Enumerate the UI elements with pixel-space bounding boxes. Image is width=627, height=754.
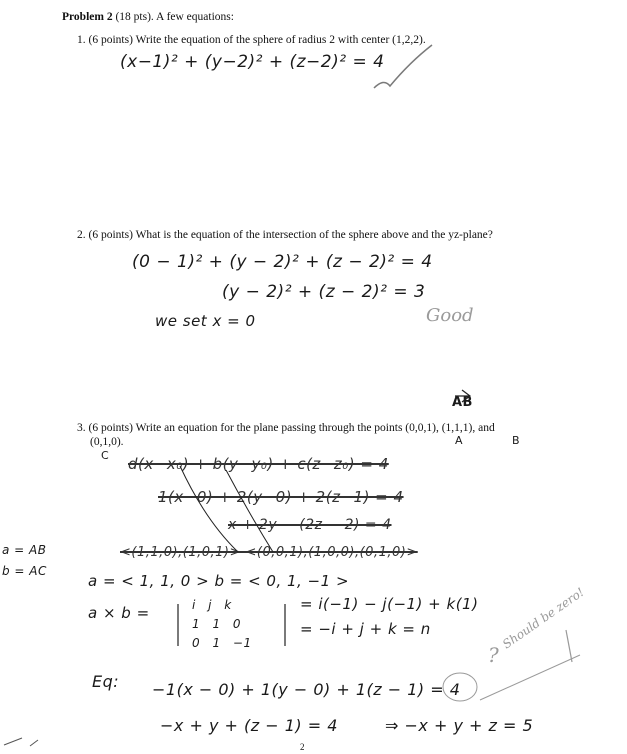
determinant-row-2: 1 1 0	[192, 617, 242, 631]
determinant-bars	[178, 604, 285, 646]
grader-question-mark: ?	[488, 643, 499, 667]
label-b: B	[512, 434, 521, 447]
grader-note-should-be-zero: Should be zero!	[500, 584, 587, 652]
problem-points: (18 pts). A few equations:	[115, 11, 234, 23]
question-1-answer: (x−1)² + (y−2)² + (z−2)² = 4	[120, 52, 385, 72]
footer-mark: 2	[300, 742, 305, 752]
label-c: C	[101, 449, 110, 462]
equation-line-2: −x + y + (z − 1) = 4	[160, 716, 338, 735]
determinant-row-3: 0 1 −1	[192, 636, 252, 650]
equation-label: Eq:	[92, 672, 120, 691]
question-2-line2: (y − 2)² + (z − 2)² = 3	[222, 282, 426, 302]
question-3-prompt-line2: (0,1,0).	[90, 436, 124, 448]
label-ab-upper: AB	[452, 395, 473, 410]
equation-line-1: −1(x − 0) + 1(y − 0) + 1(z − 1) = 4	[152, 680, 461, 699]
question-3-prompt-line1: 3. (6 points) Write an equation for the plane passing through the points (0,0,1), (1,1,1), and	[77, 422, 495, 434]
checkmark-icon	[374, 45, 432, 88]
grader-slash	[566, 630, 572, 662]
grader-arrow-line	[480, 655, 580, 700]
question-1-prompt: 1. (6 points) Write the equation of the sphere of radius 2 with center (1,2,2).	[77, 34, 426, 46]
cross-product-label: a × b =	[88, 604, 150, 622]
determinant-row-1: i j k	[192, 598, 232, 612]
problem-title: Problem 2	[62, 11, 113, 23]
equation-line-3: ⇒ −x + y + z = 5	[385, 716, 534, 735]
strike-diagonal-1	[180, 466, 238, 552]
margin-scribble	[4, 738, 38, 746]
arrow-icon	[455, 390, 470, 402]
grader-comment-good: Good	[426, 305, 474, 326]
label-a: A	[455, 434, 464, 447]
question-2-note: we set x = 0	[155, 312, 256, 330]
grader-circle	[443, 673, 477, 701]
determinant-result-1: = i(−1) − j(−1) + k(1)	[300, 595, 479, 613]
question-2-prompt: 2. (6 points) What is the equation of the intersection of the sphere above and the yz-plane?	[77, 229, 493, 241]
struck-line-4: <(1,1,0),(1,0,1)> <(0,0,1),(1,0,0),(0,1,0)>	[120, 545, 418, 560]
side-note-b: b = AC	[2, 564, 47, 578]
determinant-result-2: = −i + j + k = n	[300, 620, 431, 638]
struck-line-2: 1(x−0) + 2(y−0) + 2(z−1) = 4	[158, 488, 404, 506]
strike-diagonal-2	[226, 470, 273, 552]
struck-line-1: d(x−x₀) + b(y−y₀) + c(z−z₀) = 4	[128, 455, 389, 473]
vectors-a-b: a = < 1, 1, 0 > b = < 0, 1, −1 >	[88, 572, 350, 590]
question-2-line1: (0 − 1)² + (y − 2)² + (z − 2)² = 4	[132, 252, 433, 272]
struck-line-3: x + 2y − (2z − 2) = 4	[228, 517, 392, 533]
side-note-a: a = AB	[2, 543, 47, 557]
